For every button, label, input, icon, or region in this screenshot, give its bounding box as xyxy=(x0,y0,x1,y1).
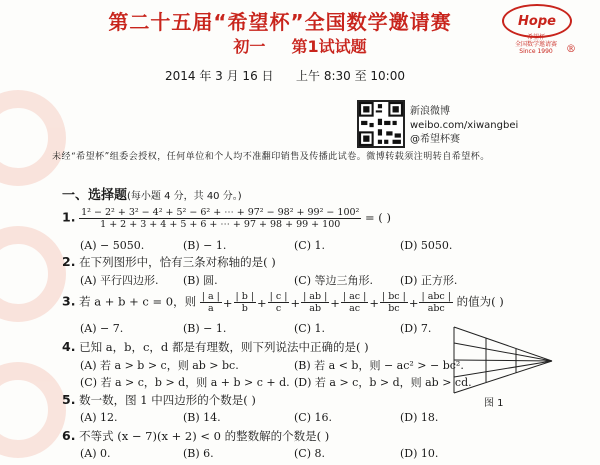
q3-fraction-bc xyxy=(380,291,408,314)
question-5 xyxy=(62,392,256,408)
weibo-line1: 新浪微博 xyxy=(410,106,450,117)
logo-line2: 全国数学邀请赛 xyxy=(514,41,557,49)
q1-option-a[interactable]: (A) − 5050. xyxy=(80,239,145,252)
q1-option-b[interactable]: (B) − 1. xyxy=(183,239,227,252)
q3-option-b[interactable]: (B) − 1. xyxy=(183,322,227,335)
q3-option-c[interactable]: (C) 1. xyxy=(294,322,325,335)
q2-text: 在下列图形中，恰有三条对称轴的是( ) xyxy=(79,255,276,269)
q1-fraction xyxy=(79,207,361,230)
question-number: 3. xyxy=(62,293,76,309)
q5-option-d[interactable]: (D) 18. xyxy=(400,411,439,424)
frac-denominator: bc xyxy=(388,303,400,314)
q1-option-d[interactable]: (D) 5050. xyxy=(400,239,453,252)
q5-option-b[interactable]: (B) 14. xyxy=(183,411,221,424)
grade-label: 初一 xyxy=(233,37,266,56)
exam-title: 第二十五届“希望杯”全国数学邀请赛 xyxy=(108,10,452,34)
question-4 xyxy=(62,339,369,355)
question-number: 4. xyxy=(62,339,76,354)
q3-fraction-abc xyxy=(419,291,453,314)
q1-numerator: 1² − 2² + 3² − 4² + 5² − 6² + ⋯ + 97² − 98² + 99² − 100² xyxy=(81,207,360,218)
watermark-left xyxy=(0,90,40,390)
frac-denominator: a xyxy=(207,303,214,314)
q2-option-c[interactable]: (C) 等边三角形. xyxy=(294,274,373,287)
frac-numerator: | a | xyxy=(201,291,220,302)
logo-brand: Hope xyxy=(502,4,572,38)
q1-denominator: 1 + 2 + 3 + 4 + 5 + 6 + ⋯ + 97 + 98 + 99 + 100 xyxy=(100,219,341,230)
q6-option-a[interactable]: (A) 0. xyxy=(80,447,111,460)
question-6 xyxy=(62,428,329,444)
q6-text: 不等式 (x − 7)(x + 2) < 0 的整数解的个数是( ) xyxy=(79,429,330,443)
q5-text: 数一数，图 1 中四边形的个数是( ) xyxy=(79,393,256,407)
q4-option-a[interactable]: (A) 若 a > b > c，则 ab > bc. xyxy=(80,359,239,372)
weibo-info xyxy=(410,105,518,147)
q4-option-c[interactable]: (C) 若 a > c，b > d，则 a + b > c + d. xyxy=(80,376,290,389)
q3-fraction-ac xyxy=(341,291,368,314)
exam-date: 2014 年 3 月 16 日 xyxy=(165,69,274,83)
q2-option-b[interactable]: (B) 圆. xyxy=(183,274,218,287)
hope-cup-logo xyxy=(498,4,574,56)
frac-denominator: ac xyxy=(349,303,361,314)
q2-option-a[interactable]: (A) 平行四边形. xyxy=(80,274,159,287)
q4-option-b[interactable]: (B) 若 a < b，则 − ac² > − bc². xyxy=(294,359,464,372)
q1-tail: = ( ) xyxy=(365,210,391,225)
plus-sign: + xyxy=(408,295,419,310)
exam-time: 上午 8:30 至 10:00 xyxy=(296,69,405,83)
question-number: 2. xyxy=(62,254,76,269)
logo-text xyxy=(498,34,574,56)
question-3 xyxy=(62,291,504,314)
registered-mark: ® xyxy=(566,44,576,55)
section-note: (每小题 4 分，共 40 分。) xyxy=(127,191,242,202)
frac-denominator: b xyxy=(241,303,248,314)
q4-option-d[interactable]: (D) 若 a > c，b > d，则 ab > cd. xyxy=(294,376,472,389)
logo-line3: Since 1990 xyxy=(519,48,553,56)
logo-line1: 希望杯 xyxy=(526,34,545,41)
q2-option-d[interactable]: (D) 正方形. xyxy=(400,274,458,287)
section-title: 一、选择题 xyxy=(62,188,128,203)
frac-numerator: | ac | xyxy=(342,291,367,302)
q3-fraction-b xyxy=(234,291,257,314)
frac-denominator: ab xyxy=(309,303,322,314)
q6-option-c[interactable]: (C) 8. xyxy=(294,447,325,460)
q1-option-c[interactable]: (C) 1. xyxy=(294,239,325,252)
q3-fraction-c xyxy=(268,291,290,314)
q3-tail: 的值为( ) xyxy=(456,294,504,309)
exam-subtitle xyxy=(170,34,430,57)
plus-sign: + xyxy=(330,295,340,310)
paper-label: 第1试试题 xyxy=(291,37,367,56)
question-2 xyxy=(62,254,276,270)
qr-code-icon xyxy=(359,102,403,146)
frac-denominator: abc xyxy=(427,303,445,314)
plus-sign: + xyxy=(257,295,267,310)
q5-option-a[interactable]: (A) 12. xyxy=(80,411,118,424)
weibo-link[interactable]: weibo.com/xiwangbei xyxy=(410,120,519,131)
q6-option-d[interactable]: (D) 10. xyxy=(400,447,439,460)
q3-option-d[interactable]: (D) 7. xyxy=(400,322,432,335)
frac-numerator: | b | xyxy=(235,291,255,302)
weibo-handle: @希望杯赛 xyxy=(410,134,460,145)
q3-fraction-a xyxy=(200,291,222,314)
plus-sign: + xyxy=(222,295,233,310)
plus-sign: + xyxy=(290,295,301,310)
frac-numerator: | bc | xyxy=(381,291,406,302)
question-number: 6. xyxy=(62,428,76,443)
q5-option-c[interactable]: (C) 16. xyxy=(294,411,332,424)
section-heading xyxy=(62,184,242,203)
question-number: 5. xyxy=(62,392,76,407)
q3-fraction-ab xyxy=(301,291,329,314)
question-number: 1. xyxy=(62,209,76,225)
q3-lead: 若 a + b + c = 0，则 xyxy=(79,294,197,309)
q3-option-a[interactable]: (A) − 7. xyxy=(80,322,124,335)
frac-numerator: | c | xyxy=(269,291,288,302)
q4-text: 已知 a，b，c，d 都是有理数，则下列说法中正确的是( ) xyxy=(79,340,369,354)
frac-numerator: | abc | xyxy=(421,291,451,302)
copyright-notice: 未经“希望杯”组委会授权，任何单位和个人均不准翻印销售及传播此试卷。微博转载须注明转自希望杯。 xyxy=(52,152,490,162)
figure-1-caption: 图 1 xyxy=(484,398,504,409)
frac-denominator: c xyxy=(275,303,282,314)
q6-option-b[interactable]: (B) 6. xyxy=(183,447,214,460)
plus-sign: + xyxy=(369,295,379,310)
qr-code[interactable] xyxy=(357,100,405,148)
question-1 xyxy=(62,207,391,230)
figure-1-diagram xyxy=(452,325,562,395)
frac-numerator: | ab | xyxy=(303,291,328,302)
